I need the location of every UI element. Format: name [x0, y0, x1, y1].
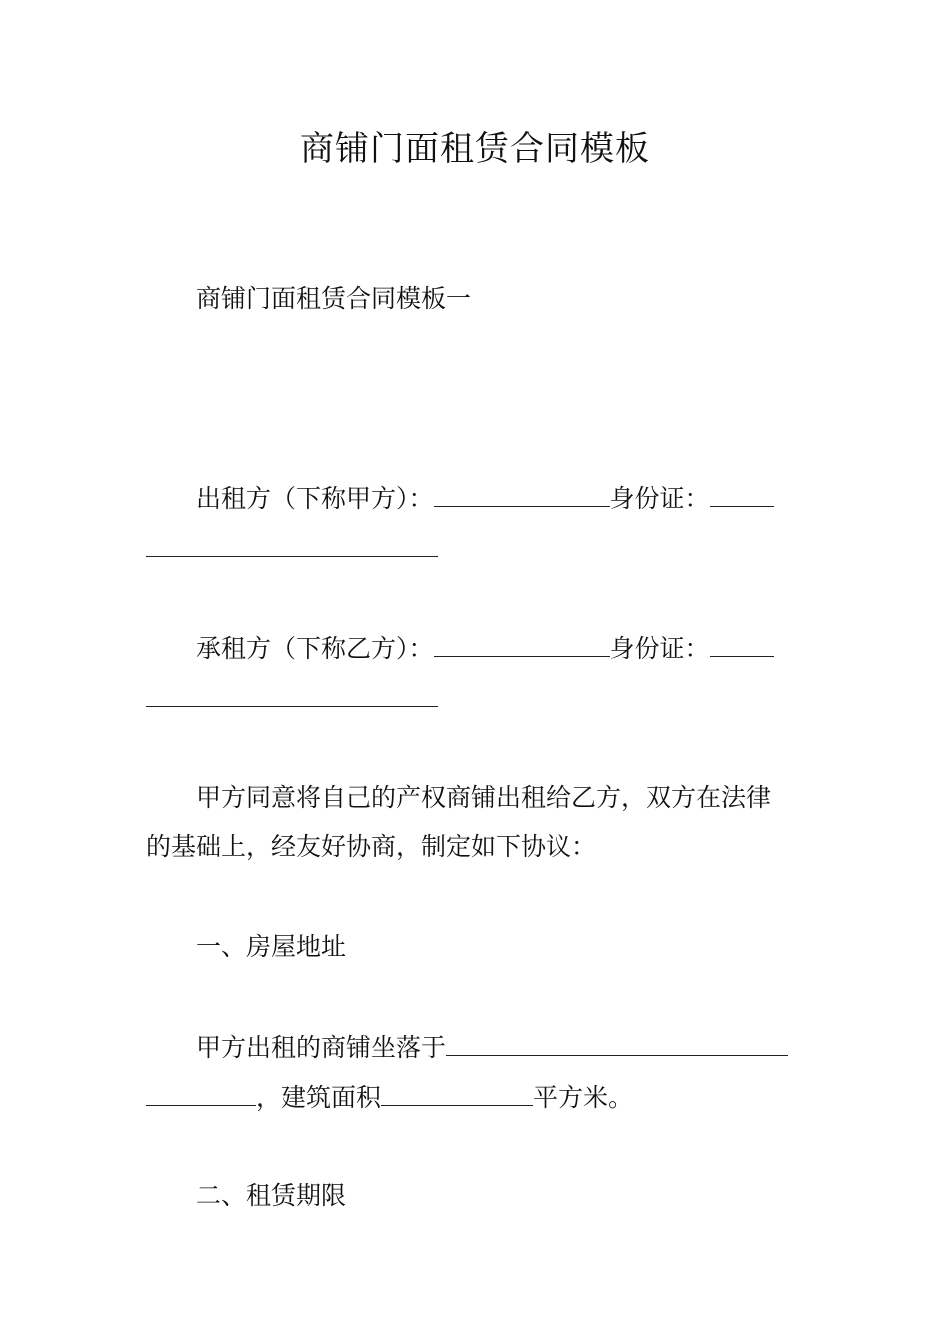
address-label: 甲方出租的商铺坐落于 — [196, 1033, 447, 1062]
lessor-id-blank-continued — [146, 531, 438, 566]
section-2-heading: 二、租赁期限 — [196, 1181, 347, 1210]
area-blank — [381, 1080, 533, 1106]
area-label: ，建筑面积 — [256, 1083, 382, 1112]
lessor-id-label: 身份证： — [609, 484, 710, 513]
area-line — [146, 1080, 633, 1115]
lessee-id-blank-continued — [146, 681, 438, 716]
document-title: 商铺门面租赁合同模板 — [300, 129, 650, 169]
lessee-id-blank — [710, 631, 774, 657]
section-1-heading: 一、房屋地址 — [196, 932, 347, 961]
area-unit: 平方米。 — [533, 1083, 634, 1112]
lessor-name-blank — [434, 481, 610, 507]
lessor-id-blank — [710, 481, 774, 507]
intro-line-1: 甲方同意将自己的产权商铺出租给乙方，双方在法律 — [196, 783, 772, 812]
lessee-line — [196, 631, 774, 666]
document-subtitle: 商铺门面租赁合同模板一 — [196, 284, 472, 313]
lessor-label: 出租方（下称甲方）： — [196, 484, 434, 513]
lessee-id-label: 身份证： — [609, 634, 710, 663]
address-blank-continued — [146, 1080, 256, 1106]
address-line — [196, 1030, 788, 1065]
lessor-line — [196, 481, 774, 516]
intro-line-2: 的基础上，经友好协商，制定如下协议： — [146, 832, 597, 861]
address-blank — [446, 1030, 788, 1056]
lessee-name-blank — [434, 631, 610, 657]
lessee-label: 承租方（下称乙方）： — [196, 634, 434, 663]
